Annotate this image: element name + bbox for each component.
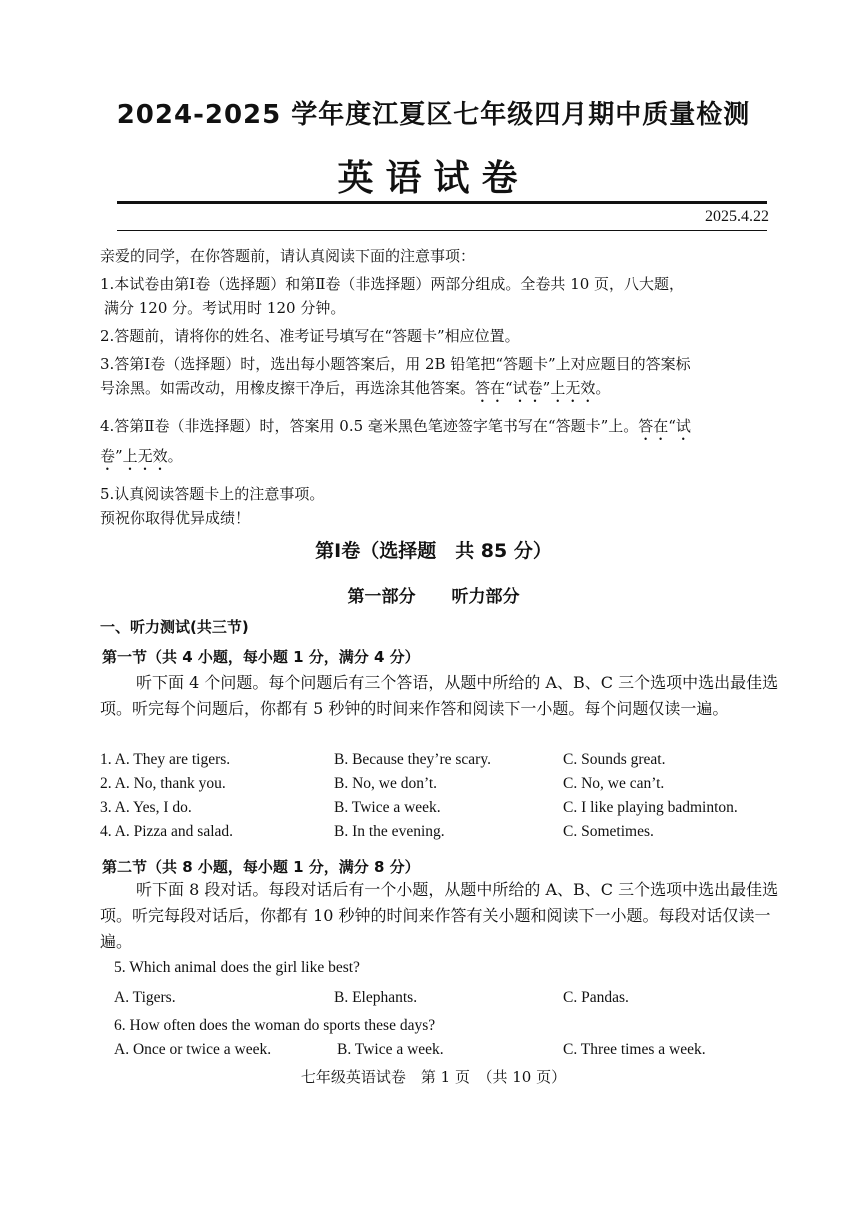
exam-date: 2025.4.22 [705, 208, 769, 225]
question-1-option-b: B. Because they’re scary. [334, 751, 491, 768]
question-4-option-b: B. In the evening. [334, 823, 445, 840]
question-4-option-c: C. Sometimes. [563, 823, 654, 840]
note-item-3-line-2 [100, 376, 780, 406]
notes-wish: 预祝你取得优异成绩！ [100, 509, 251, 527]
note-item-1-line-1: 1.本试卷由第Ⅰ卷（选择题）和第Ⅱ卷（非选择题）两部分组成。全卷共 10 页，八大题， [100, 275, 685, 293]
question-1-option-a: 1. A. They are tigers. [100, 751, 231, 768]
question-3-option-a: 3. A. Yes, I do. [100, 799, 192, 816]
exam-title: 2024-2025 学年度江夏区七年级四月期中质量检测 [116, 100, 751, 130]
question-2-option-a: 2. A. No, thank you. [100, 775, 226, 792]
sec2-heading: 第二节（共 8 小题，每小题 1 分，满分 8 分） [102, 858, 420, 876]
question-2-option-b: B. No, we don’t. [334, 775, 438, 792]
note-item-4-emphasis-a: 答在“试 [638, 417, 691, 435]
note-item-4-emphasis-b: 卷”上无效 [100, 447, 168, 465]
note-item-3-line-1: 3.答第Ⅰ卷（选择题）时，选出每小题答案后，用 2B 铅笔把“答题卡”上对应题目的答案标 [100, 355, 691, 373]
note-item-4-line-1 [100, 414, 780, 444]
page-footer: 七年级英语试卷 第 1 页 （共 10 页） [300, 1068, 567, 1086]
question-5-stem: 5. Which animal does the girl like best? [114, 959, 360, 976]
sec2-instructions: 听下面 8 段对话。每段对话后有一个小题，从题中所给的 A、B、C 三个选项中选出最佳选项。听完每段对话后，你都有 10 秒钟的时间来作答有关小题和阅读下一小题。每段对话仅读一遍。 [100, 880, 779, 951]
sec1-instructions: 听下面 4 个问题。每个问题后有三个答语，从题中所给的 A、B、C 三个选项中选出最佳选项。听完每个问题后，你都有 5 秒钟的时间来作答和阅读下一小题。每个问题仅读一遍。 [100, 673, 779, 718]
question-6-stem: 6. How often does the woman do sports these days? [114, 1017, 436, 1034]
instructions-block [100, 244, 780, 530]
note-item-3-end: 。 [595, 379, 611, 397]
exam-subject: 英语试卷 [337, 157, 530, 199]
note-item-4-line-2 [100, 444, 780, 474]
note-item-1-line-2: 满分 120 分。考试用时 120 分钟。 [104, 299, 346, 317]
question-3-option-b: B. Twice a week. [334, 799, 441, 816]
note-item-2: 2.答题前，请将你的姓名、准考证号填写在“答题卡”相应位置。 [100, 327, 520, 345]
header-rule-thick [117, 201, 767, 204]
note-item-3-emphasis: 答在“试卷”上无效 [475, 379, 596, 397]
section-title: 第Ⅰ卷（选择题 共 85 分） [315, 540, 552, 562]
note-item-4-end: 。 [167, 447, 183, 465]
question-5-option-a: A. Tigers. [114, 989, 176, 1006]
question-6-option-b: B. Twice a week. [337, 1041, 444, 1058]
note-item-5: 5.认真阅读答题卡上的注意事项。 [100, 485, 325, 503]
part-title: 第一部分 听力部分 [347, 587, 520, 607]
question-6-option-a: A. Once or twice a week. [114, 1041, 272, 1058]
question-1-option-c: C. Sounds great. [563, 751, 666, 768]
header-rule-thin [117, 230, 767, 231]
question-5-option-c: C. Pandas. [563, 989, 629, 1006]
question-6-option-c: C. Three times a week. [563, 1041, 706, 1058]
question-5-option-b: B. Elephants. [334, 989, 418, 1006]
note-item-3-text: 号涂黑。如需改动，用橡皮擦干净后，再选涂其他答案。 [100, 379, 476, 397]
notes-intro: 亲爱的同学，在你答题前，请认真阅读下面的注意事项： [100, 247, 476, 265]
listening-heading: 一、听力测试(共三节) [100, 618, 249, 636]
question-2-option-c: C. No, we can’t. [563, 775, 665, 792]
question-3-option-c: C. I like playing badminton. [563, 799, 738, 816]
sec1-heading: 第一节（共 4 小题，每小题 1 分，满分 4 分） [102, 648, 420, 666]
question-4-option-a: 4. A. Pizza and salad. [100, 823, 234, 840]
note-item-4-text: 4.答第Ⅱ卷（非选择题）时，答案用 0.5 毫米黑色笔迹签字笔书写在“答题卡”上。 [100, 417, 639, 435]
